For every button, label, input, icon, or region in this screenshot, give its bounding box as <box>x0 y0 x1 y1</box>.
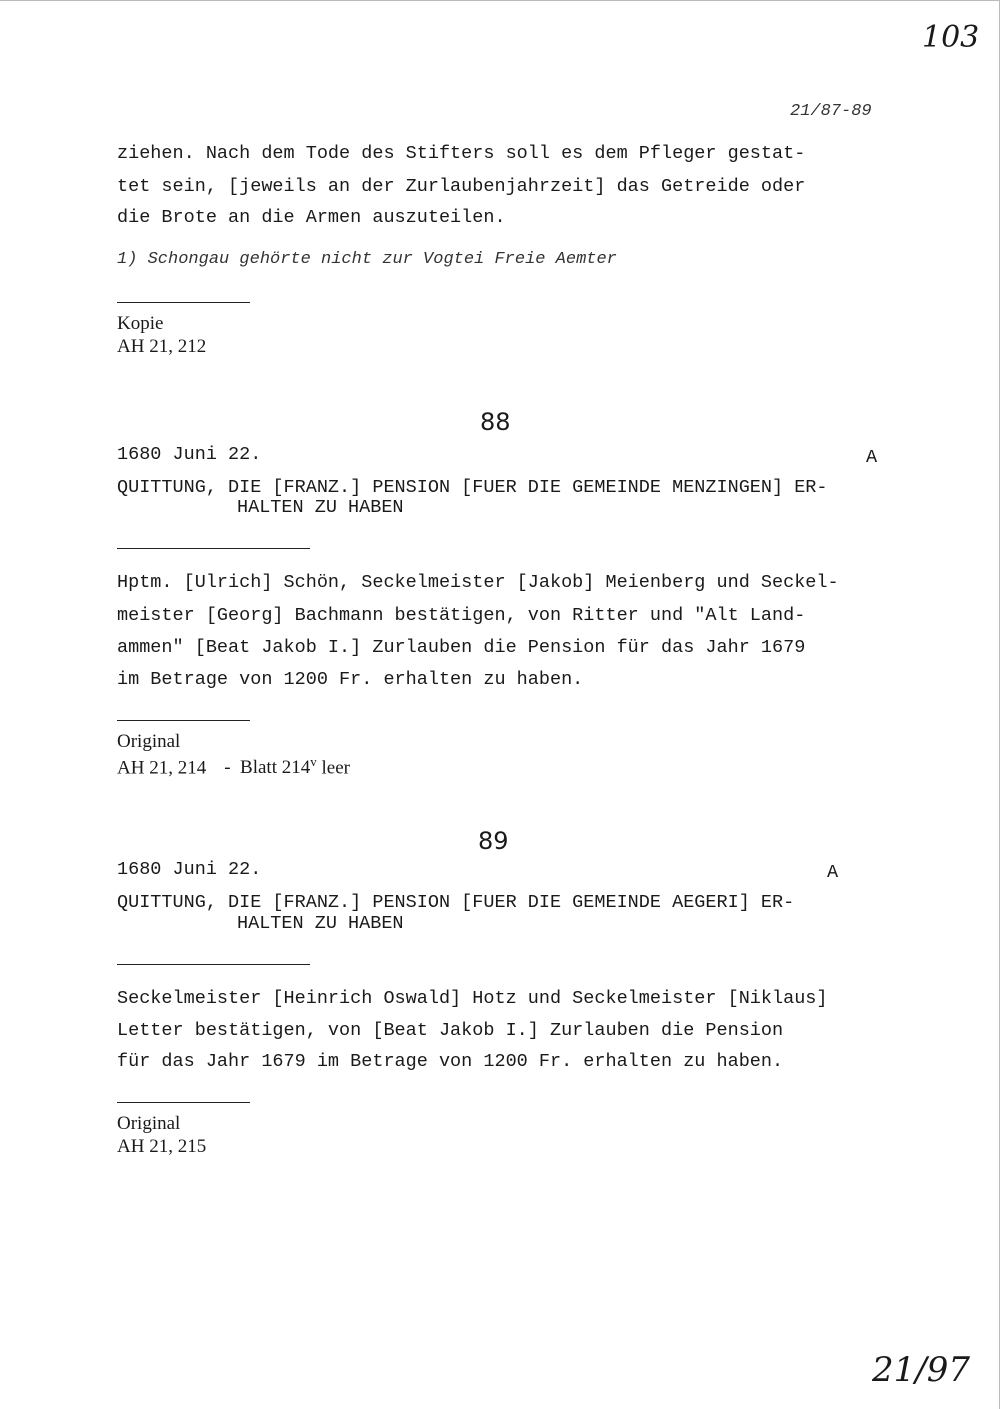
entry-body-line-3: für das Jahr 1679 im Betrage von 1200 Fr. erhalten zu haben. <box>117 1051 784 1072</box>
divider-rule <box>117 548 310 549</box>
divider-rule <box>117 720 250 721</box>
entry-title-line-1: QUITTUNG, DIE [FRANZ.] PENSION [FUER DIE GEMEINDE AEGERI] ER- <box>117 892 795 913</box>
source-reference: AH 21, 212 <box>117 336 207 357</box>
entry-body-line-3: ammen" [Beat Jakob I.] Zurlauben die Pension für das Jahr 1679 <box>117 637 806 658</box>
entry-mark: A <box>866 447 878 468</box>
scan-border-top <box>0 0 1000 1</box>
source-reference: AH 21, 215 <box>117 1136 207 1157</box>
divider-rule <box>117 964 310 965</box>
handwritten-footer-number: 21/97 <box>872 1350 970 1390</box>
source-ref-text: AH 21, 214 <box>117 757 207 779</box>
divider-rule <box>117 1102 250 1103</box>
source-extra-suffix: leer <box>316 757 350 779</box>
source-type: Original <box>117 1113 181 1134</box>
divider-rule <box>117 302 250 303</box>
entry-title-line-1: QUITTUNG, DIE [FRANZ.] PENSION [FUER DIE GEMEINDE MENZINGEN] ER- <box>117 477 828 498</box>
entry-mark: A <box>827 862 839 883</box>
continuation-line-1: ziehen. Nach dem Tode des Stifters soll es dem Pfleger gestat- <box>117 143 806 164</box>
entry-body-line-2: meister [Georg] Bachmann bestätigen, von Ritter und "Alt Land- <box>117 605 806 626</box>
entry-body-line-2: Letter bestätigen, von [Beat Jakob I.] Zurlauben die Pension <box>117 1020 784 1041</box>
entry-body-line-4: im Betrage von 1200 Fr. erhalten zu haben. <box>117 669 584 690</box>
entry-date: 1680 Juni 22. <box>117 444 262 465</box>
entry-body-line-1: Seckelmeister [Heinrich Oswald] Hotz und Seckelmeister [Niklaus] <box>117 988 828 1009</box>
source-type: Kopie <box>117 313 164 334</box>
source-extra-text: - Blatt 214 <box>224 757 311 779</box>
entry-number: 89 <box>478 827 509 855</box>
header-reference: 21/87-89 <box>790 102 872 121</box>
continuation-line-2: tet sein, [jeweils an der Zurlaubenjahrzeit] das Getreide oder <box>117 176 806 197</box>
entry-title-line-2: HALTEN ZU HABEN <box>237 913 404 934</box>
entry-body-line-1: Hptm. [Ulrich] Schön, Seckelmeister [Jakob] Meienberg und Seckel- <box>117 572 839 593</box>
entry-date: 1680 Juni 22. <box>117 859 262 880</box>
verso-superscript: v <box>310 754 317 769</box>
entry-title-line-2: HALTEN ZU HABEN <box>237 497 404 518</box>
entry-number: 88 <box>480 408 511 436</box>
handwritten-page-number: 103 <box>922 20 980 55</box>
source-reference <box>117 754 350 779</box>
footnote: 1) Schongau gehörte nicht zur Vogtei Freie Aemter <box>117 250 617 269</box>
source-type: Original <box>117 731 181 752</box>
continuation-line-3: die Brote an die Armen auszuteilen. <box>117 207 506 228</box>
